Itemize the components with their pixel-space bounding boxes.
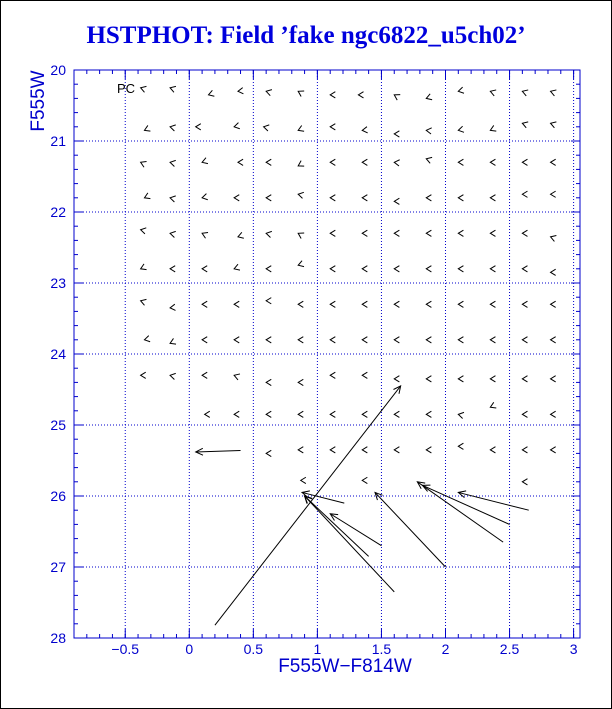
residual-marker [266,266,271,272]
residual-marker [551,337,556,343]
y-tick-label: 23 [50,275,66,291]
residual-marker [426,376,431,382]
residual-marker [522,337,527,343]
residual-marker [426,94,432,100]
residual-marker [170,86,176,92]
residual-marker [522,266,527,272]
residual-marker [266,231,272,237]
vector-arrow [330,514,381,546]
y-tick-label: 27 [50,559,66,575]
marks-layer [141,86,557,625]
vector-arrow-shaft [215,386,401,625]
residual-marker [330,411,335,417]
residual-marker [298,261,304,267]
residual-marker [551,301,556,307]
residual-marker [394,198,399,204]
vector-arrow [417,482,503,542]
residual-marker [298,411,303,417]
residual-marker [551,159,556,165]
residual-marker [362,477,367,483]
residual-marker [141,264,147,270]
grid-layer [74,70,580,638]
vector-arrow [215,386,401,625]
residual-marker [234,374,240,380]
residual-marker [522,376,527,382]
residual-marker [298,447,303,453]
residual-marker [234,195,239,201]
residual-marker [362,447,367,453]
residual-marker [458,376,463,382]
residual-marker [170,266,175,272]
residual-marker [234,301,239,307]
residual-marker [490,376,495,382]
x-tick-label: 2.5 [499,641,520,657]
x-tick-label: 1 [313,641,322,657]
residual-marker [458,195,463,201]
residual-marker [522,90,528,96]
residual-marker [490,159,495,165]
residual-marker [394,160,399,166]
residual-marker [458,412,464,418]
y-tick-label: 24 [50,346,66,362]
residual-marker [170,125,176,131]
residual-marker [362,159,367,165]
residual-marker [170,196,176,202]
residual-marker [202,233,208,239]
residual-marker [234,337,239,343]
residual-marker [330,266,335,272]
residual-marker [144,193,150,199]
residual-marker [170,231,176,237]
residual-marker [426,337,431,343]
residual-marker [266,450,271,456]
residual-marker [196,124,201,130]
residual-marker [426,447,431,453]
residual-marker [205,411,210,417]
residual-marker [394,301,399,307]
residual-marker [202,337,207,343]
residual-marker [490,447,495,453]
x-tick-label: 0.5 [243,641,264,657]
residual-marker [301,477,306,483]
residual-marker [330,159,335,165]
x-tick-label: −0.5 [111,641,140,657]
residual-marker [458,337,463,343]
residual-marker [394,337,399,343]
residual-marker [170,338,176,344]
residual-marker [141,372,146,378]
residual-marker [522,230,527,236]
x-tick-label: 1.5 [371,641,392,657]
residual-marker [490,266,495,272]
residual-marker [202,194,208,200]
residual-marker [362,337,367,343]
residual-marker [144,336,150,342]
residual-marker [298,337,303,343]
residual-marker [264,125,270,131]
vector-arrow-shaft [305,496,395,592]
residual-marker [394,376,399,382]
residual-marker [238,159,243,165]
x-tick-label: 2 [441,641,450,657]
vector-arrow-shaft [330,514,381,546]
residual-marker [394,131,399,137]
residual-marker [170,373,176,379]
residual-marker [551,191,556,197]
residual-marker [330,195,335,201]
residual-marker [362,411,367,417]
residual-marker [522,159,527,165]
residual-marker [362,195,367,201]
residual-marker [551,235,557,241]
residual-marker [490,195,495,201]
residual-marker [551,411,556,417]
residual-marker [394,411,399,417]
residual-marker [170,304,175,310]
residual-marker [551,376,556,382]
vector-arrow [305,496,369,556]
residual-marker [330,92,335,98]
residual-marker [141,228,147,234]
chart-title: HSTPHOT: Field ’fake ngc6822_u5ch02’ [86,22,526,49]
y-tick-label: 25 [50,417,66,433]
residual-marker [458,87,464,93]
x-tick-label: 0 [185,641,194,657]
residual-marker [266,298,271,304]
residual-marker [551,122,557,128]
residual-marker [170,160,176,166]
residual-marker [330,337,335,343]
residual-marker [426,301,431,307]
residual-marker [362,127,367,133]
residual-marker [266,379,271,385]
axes-layer [50,62,580,657]
vector-arrow-head [330,514,338,521]
vector-arrow-shaft [196,451,241,452]
vector-arrow [196,448,241,455]
residual-marker [551,90,557,96]
residual-marker [234,123,240,129]
residual-marker [266,90,272,96]
residual-marker [458,443,463,449]
residual-marker [522,191,527,197]
residual-marker [426,195,431,201]
residual-marker [426,157,432,163]
residual-marker [298,233,304,238]
residual-marker [458,301,463,307]
residual-marker [490,90,496,96]
residual-marker [234,264,240,270]
y-axis-label: F555W [28,70,49,132]
vector-arrow-shaft [458,492,528,510]
residual-marker [522,479,527,485]
residual-marker [298,91,304,96]
residual-marker [458,126,464,132]
residual-marker [458,266,463,272]
residual-marker [458,159,463,165]
residual-marker [394,95,400,100]
y-tick-label: 20 [50,62,66,78]
residual-marker [298,301,303,307]
residual-marker [238,88,243,94]
y-tick-label: 21 [50,133,66,149]
residual-marker [394,447,399,453]
residual-marker [394,230,399,236]
residual-marker [330,230,335,236]
residual-marker [330,124,335,130]
residual-marker [266,337,271,343]
residual-marker [141,86,147,92]
residual-marker [202,372,207,378]
residual-marker [298,192,304,198]
vector-arrow-shaft [305,496,369,556]
residual-marker [426,266,431,272]
residual-marker [522,301,527,307]
residual-marker [362,266,367,272]
residual-marker [266,411,271,417]
residual-marker [202,301,207,307]
residual-marker [141,162,147,168]
residual-marker [458,230,463,236]
residual-marker [426,230,431,236]
residual-marker [330,301,335,307]
residual-marker [394,266,399,272]
pc-annotation: PC [117,81,136,96]
vector-arrow-shaft [417,482,503,542]
x-tick-label: 3 [569,641,578,657]
residual-marker [266,195,271,201]
residual-marker [522,411,527,417]
residual-marker [522,447,527,453]
residual-marker [330,372,335,378]
residual-marker [234,411,239,417]
vector-arrow [458,491,528,510]
residual-marker [551,269,556,275]
residual-marker [490,301,495,307]
y-tick-label: 22 [50,204,66,220]
residual-marker [362,230,367,236]
residual-marker [490,230,495,236]
residual-marker [330,447,335,453]
residual-marker [144,125,150,131]
residual-marker [522,122,528,128]
residual-marker [298,161,304,166]
residual-marker [426,411,431,417]
residual-marker [238,232,244,238]
residual-marker [298,379,303,385]
residual-marker [202,158,208,164]
residual-marker [202,266,207,272]
residual-marker [358,92,363,98]
residual-marker [141,299,147,305]
residual-marker [209,90,215,96]
residual-marker [298,125,304,131]
vector-arrow [305,496,395,592]
residual-marker [362,372,367,378]
residual-marker [490,337,495,343]
vector-arrow-shaft [375,492,445,567]
residual-marker [551,447,556,453]
y-tick-label: 26 [50,488,66,504]
x-axis-label: F555W−F814W [278,656,412,677]
residual-marker [266,159,271,165]
residual-marker [490,402,496,408]
residual-marker [426,128,431,134]
residual-marker [490,125,496,131]
y-tick-label: 28 [50,630,66,646]
residual-marker [362,301,367,307]
vector-arrow [375,492,445,567]
